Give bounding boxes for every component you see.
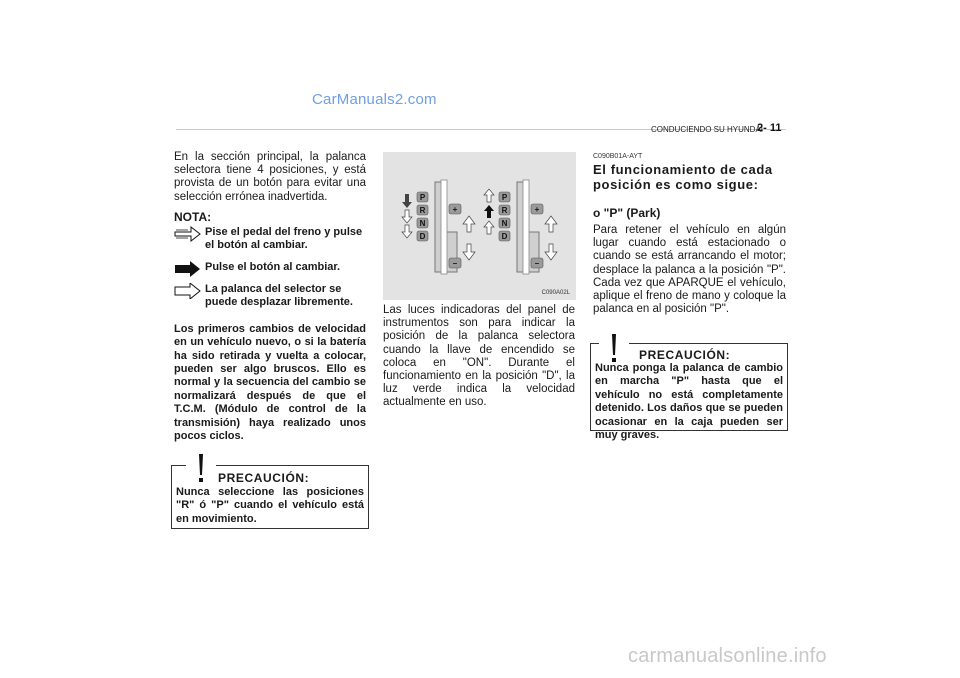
figure-code: C090A02L <box>541 290 570 296</box>
gear-label-p-left: P <box>419 193 426 202</box>
minus-label-left: – <box>452 259 458 268</box>
legend-text-brake: Pise el pedal del freno y pulse el botón al cambiar. <box>205 225 363 251</box>
minus-label-right: – <box>534 259 540 268</box>
gear-diagram-right <box>484 180 557 274</box>
caution-title-left: PRECAUCIÓN: <box>218 471 310 485</box>
legend-item-brake <box>174 226 366 252</box>
shift-lever-figure <box>383 152 576 300</box>
park-heading: o "P" (Park) <box>593 206 661 220</box>
intro-paragraph: En la sección principal, la palanca selectora tiene 4 posiciones, y está provista de un botón para evitar una selección errónea inadvertida. <box>174 151 366 203</box>
plus-label-left: + <box>452 205 458 214</box>
caution-text-right: Nunca ponga la palanca de cambio en marcha "P" hasta que el vehículo no está completamente detenido. Los daños que se pueden ocasionar en la caja pueden ser muy graves. <box>595 362 783 442</box>
nota-label: NOTA: <box>174 209 212 224</box>
caution-box-left <box>171 465 369 529</box>
legend-item-button <box>174 261 366 274</box>
gear-label-n-left: N <box>419 219 426 228</box>
caution-text-left: Nunca seleccione las posiciones "R" ó "P" cuando el vehículo está en movimiento. <box>176 486 364 525</box>
column-right <box>593 153 786 316</box>
watermark-bottom[interactable]: carmanualsonline.info <box>628 645 827 667</box>
caution-box-right <box>590 343 788 442</box>
bold-paragraph: Los primeros cambios de velocidad en un vehículo nuevo, o si la batería ha sido retirada y vuelta a colocar, pueden ser algo bruscos. Ello es normal y la secuencia del cambio se normalizará después de que el T.C.M. (Módulo de control de la transmisión) haya realizado unos pocos ciclos. <box>174 322 366 443</box>
park-paragraph: Para retener el vehículo en algún lugar cuando está estacionado o cuando se está arrancando el motor; desplace la palanca a la posición "P". Cada vez que APARQUE el vehículo, aplique el freno de mano y coloque la palanca en al posición "P". <box>593 224 786 316</box>
section-code: C090B01A-AYT <box>593 153 643 160</box>
gear-label-r-left: R <box>419 206 426 215</box>
page-number: 2- 11 <box>757 122 782 134</box>
gear-label-d-left: D <box>419 232 426 241</box>
outline-arrow-icon <box>174 226 201 242</box>
gear-selector-diagram <box>383 152 576 300</box>
legend-text-button: Pulse el botón al cambiar. <box>205 260 341 273</box>
column-middle <box>383 304 575 410</box>
solid-arrow-icon <box>174 261 201 277</box>
gear-label-r-right: R <box>501 206 508 215</box>
column-left <box>174 151 366 443</box>
watermark-top[interactable]: CarManuals2.com <box>312 91 437 108</box>
gear-label-d-right: D <box>501 232 508 241</box>
gear-label-p-right: P <box>501 193 508 202</box>
hollow-arrow-icon <box>174 283 201 299</box>
caution-title-right: PRECAUCIÓN: <box>639 348 731 362</box>
warning-icon <box>599 332 629 366</box>
section-heading: El funcionamiento de cada posición es como sigue: <box>593 162 773 192</box>
gear-label-n-right: N <box>501 219 508 228</box>
plus-label-right: + <box>534 205 540 214</box>
legend-item-free <box>174 283 366 309</box>
header-section: CONDUCIENDO SU HYUNDAI <box>651 125 764 134</box>
warning-icon <box>186 452 216 486</box>
legend-text-free: La palanca del selector se puede desplazar libremente. <box>205 282 353 308</box>
gear-diagram-left <box>402 180 475 274</box>
indicator-paragraph: Las luces indicadoras del panel de instrumentos son para indicar la posición de la palanca selectora cuando la llave de encendido se coloca en "ON". Durante el funcionamiento en la posición "D", la luz verde indica la velocidad actualmente en uso. <box>383 304 575 409</box>
